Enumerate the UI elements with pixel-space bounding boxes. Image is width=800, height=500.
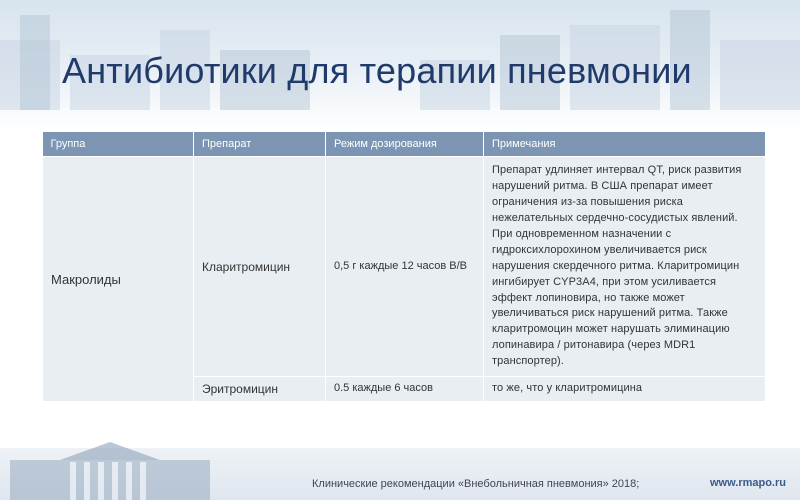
table-row (43, 157, 766, 377)
column-header-dose: Режим дозирования (326, 132, 484, 157)
dose-cell: 0.5 каждые 6 часов (326, 377, 484, 402)
note-cell: Препарат удлиняет интервал QT, риск развития нарушений ритма. В США препарат имеет ограничения из-за повышения риска нежелательных сердечно-сосудистых явлений. При одновременном назначении с гидроксихлорохином увеличивается риск нарушения скердечного ритма. Кларитромицин ингибирует CYP3A4, при этом усиливается эффект лопиновира, но также может увеличиваться риск нарушений ритма. Также кларитромоцин может нарушать элиминацию лопинавира / ритонавира (через MDR1 транспортер). (484, 157, 766, 377)
group-cell: Макролиды (43, 157, 194, 402)
footer-citation: Клинические рекомендации «Внебольничная пневмония» 2018; (312, 478, 640, 490)
footer-url[interactable]: www.rmapo.ru (710, 477, 786, 489)
column-header-notes: Примечания (484, 132, 766, 157)
antibiotics-table (42, 132, 766, 402)
drug-cell: Кларитромицин (194, 157, 326, 377)
drug-cell: Эритромицин (194, 377, 326, 402)
column-header-drug: Препарат (194, 132, 326, 157)
column-header-group: Группа (43, 132, 194, 157)
dose-cell: 0,5 г каждые 12 часов В/В (326, 157, 484, 377)
note-cell: то же, что у кларитромицина (484, 377, 766, 402)
building-illustration (0, 438, 230, 500)
table-header-row (43, 132, 766, 157)
page-title: Антибиотики для терапии пневмонии (62, 50, 692, 91)
